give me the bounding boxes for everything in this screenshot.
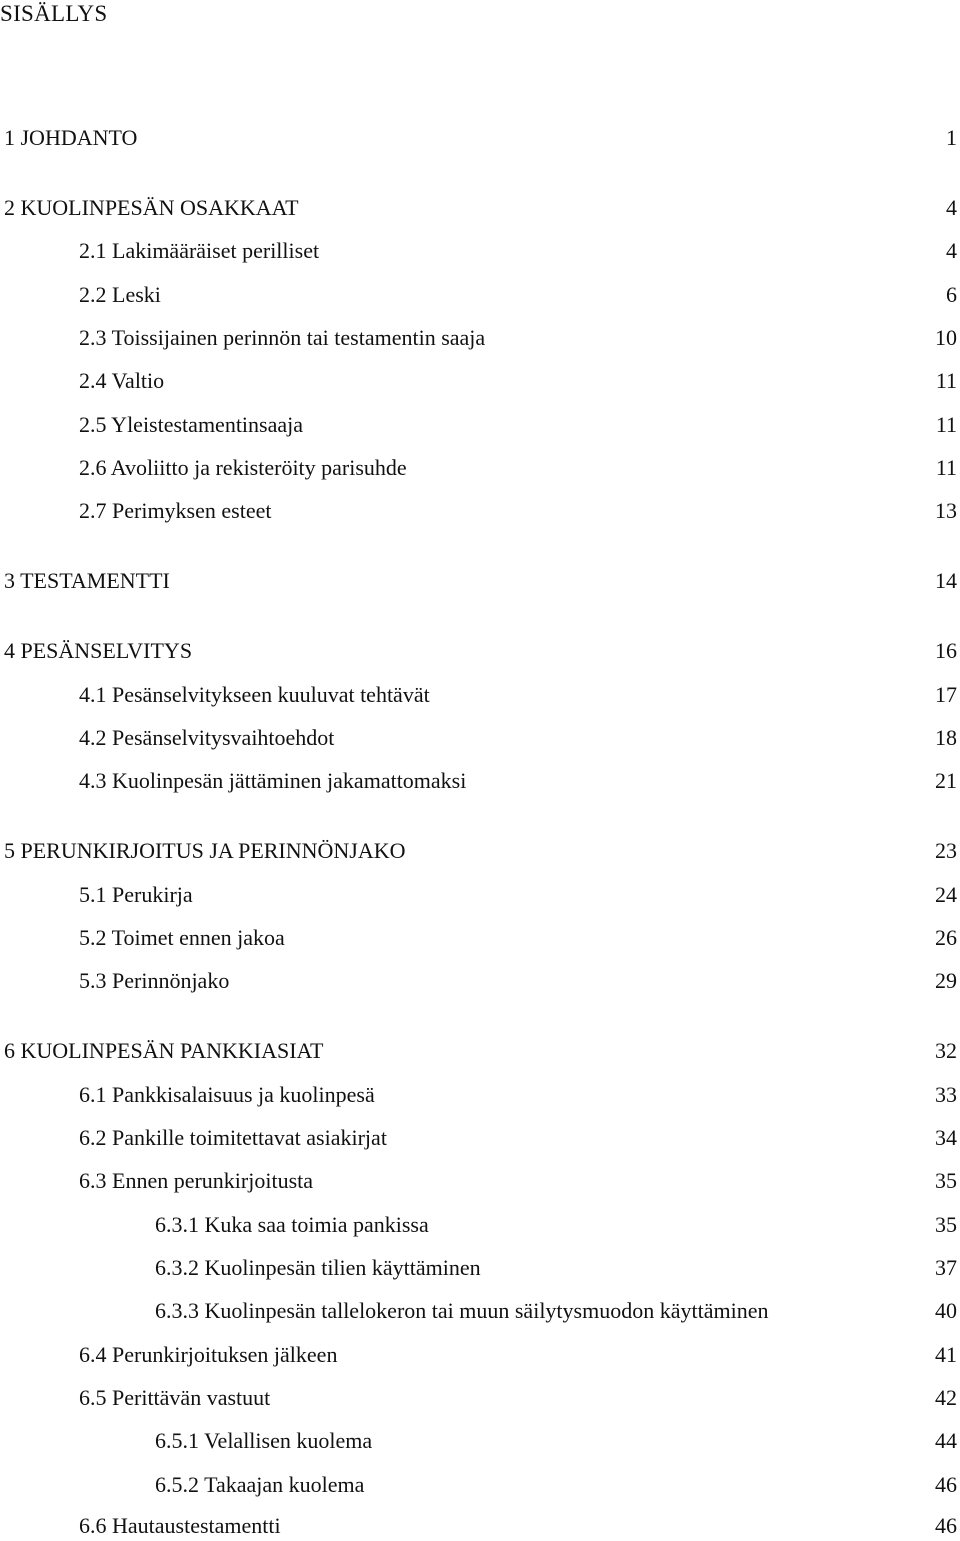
toc-entry[interactable] [0, 1426, 960, 1456]
toc-entry[interactable] [0, 453, 960, 483]
toc-entry-page: 32 [935, 1038, 957, 1063]
toc-entry-label: 4.1 Pesänselvitykseen kuuluvat tehtävät [79, 682, 430, 707]
toc-entry-label: 6.4 Perunkirjoituksen jälkeen [79, 1342, 338, 1367]
toc-entry-page: 46 [935, 1472, 957, 1497]
toc-entry[interactable] [0, 280, 960, 310]
toc-entry-label: 2.6 Avoliitto ja rekisteröity parisuhde [79, 455, 407, 480]
toc-entry-page: 4 [946, 195, 957, 220]
toc-entry-page: 10 [935, 325, 957, 350]
toc-entry-page: 1 [946, 125, 957, 150]
toc-entry-page: 46 [935, 1513, 957, 1538]
toc-entry-label: 2.1 Lakimääräiset perilliset [79, 238, 320, 263]
toc-entry-label: 2.2 Leski [79, 282, 161, 307]
toc-entry-label: 6.5.2 Takaajan kuolema [155, 1472, 365, 1497]
toc-entry-page: 41 [935, 1342, 957, 1367]
toc-entry-page: 24 [935, 882, 957, 907]
toc-entry[interactable] [0, 566, 960, 596]
toc-entry-page: 14 [935, 568, 957, 593]
toc-entry-page: 29 [935, 968, 957, 993]
toc-entry-page: 4 [946, 238, 957, 263]
toc-entry-label: 4 PESÄNSELVITYS [4, 638, 193, 663]
toc-entry-page: 35 [935, 1212, 957, 1237]
toc-entry[interactable] [0, 410, 960, 440]
toc-entry-page: 44 [935, 1428, 957, 1453]
toc-entry[interactable] [0, 366, 960, 396]
toc-entry[interactable] [0, 1123, 960, 1153]
toc-entry-page: 18 [935, 725, 957, 750]
toc-entry-page: 42 [935, 1385, 957, 1410]
toc-entry[interactable] [0, 766, 960, 796]
toc-entry-page: 34 [935, 1125, 957, 1150]
toc-entry-label: 6.5 Perittävän vastuut [79, 1385, 271, 1410]
toc-entry[interactable] [0, 1296, 960, 1326]
toc-entry[interactable] [0, 1210, 960, 1240]
toc-entry-label: 4.3 Kuolinpesän jättäminen jakamattomaksi [79, 768, 467, 793]
toc-entry-label: 6.5.1 Velallisen kuolema [155, 1428, 373, 1453]
toc-entry[interactable] [0, 836, 960, 866]
toc-entry-label: 4.2 Pesänselvitysvaihtoehdot [79, 725, 335, 750]
toc-entry-label: 6.1 Pankkisalaisuus ja kuolinpesä [79, 1082, 375, 1107]
toc-entry-label: 6.3 Ennen perunkirjoitusta [79, 1168, 314, 1193]
toc-entry-label: 1 JOHDANTO [4, 125, 138, 150]
toc-entry-page: 11 [935, 412, 957, 437]
toc-entry-page: 17 [935, 682, 957, 707]
toc-entry-page: 13 [935, 498, 957, 523]
toc-entry-label: 5 PERUNKIRJOITUS JA PERINNÖNJAKO [4, 838, 406, 863]
toc-entry-page: 21 [935, 768, 957, 793]
toc-entry[interactable] [0, 680, 960, 710]
toc-entry[interactable] [0, 880, 960, 910]
toc-entry[interactable] [0, 723, 960, 753]
toc-entry[interactable] [0, 323, 960, 353]
toc-entry-label: 6 KUOLINPESÄN PANKKIASIAT [4, 1038, 324, 1063]
page-title: SISÄLLYS [0, 1, 108, 26]
toc-entry-label: 2.5 Yleistestamentinsaaja [79, 412, 304, 437]
toc-entry-label: 2.4 Valtio [79, 368, 165, 393]
toc-entry[interactable] [0, 1036, 960, 1066]
toc-entry[interactable] [0, 1253, 960, 1283]
toc-entry-page: 16 [935, 638, 957, 663]
toc-entry-label: 6.3.2 Kuolinpesän tilien käyttäminen [155, 1255, 481, 1280]
toc-entry-page: 37 [935, 1255, 957, 1280]
toc-entry[interactable] [0, 923, 960, 953]
toc-entry-label: 5.3 Perinnönjako [79, 968, 230, 993]
toc-entry-label: 6.2 Pankille toimitettavat asiakirjat [79, 1125, 387, 1150]
toc-entry[interactable] [0, 123, 960, 153]
toc-entry[interactable] [0, 1166, 960, 1196]
toc-entry-page: 23 [935, 838, 957, 863]
toc-entry-page: 11 [935, 368, 957, 393]
toc-entry[interactable] [0, 1340, 960, 1370]
toc-entry-label: 6.3.1 Kuka saa toimia pankissa [155, 1212, 429, 1237]
toc-entry-page: 26 [935, 925, 957, 950]
toc-entry-page: 6 [946, 282, 957, 307]
toc-entry-label: 2.3 Toissijainen perinnön tai testamentin saaja [79, 325, 486, 350]
toc-entry[interactable] [0, 1383, 960, 1413]
toc-entry-page: 33 [935, 1082, 957, 1107]
toc-entry[interactable] [0, 966, 960, 996]
toc-entry[interactable] [0, 636, 960, 666]
toc-entry-label: 2 KUOLINPESÄN OSAKKAAT [4, 195, 299, 220]
toc-entry-label: 5.1 Perukirja [79, 882, 193, 907]
toc-entry-label: 3 TESTAMENTTI [4, 568, 170, 593]
toc-entry[interactable] [0, 1080, 960, 1110]
toc-entry-label: 2.7 Perimyksen esteet [79, 498, 272, 523]
toc-entry[interactable] [0, 236, 960, 266]
toc-entry-label: 6.3.3 Kuolinpesän tallelokeron tai muun säilytysmuodon käyttäminen [155, 1298, 769, 1323]
toc-entry[interactable] [0, 496, 960, 526]
toc-entry-page: 11 [935, 455, 957, 480]
toc-entry[interactable] [0, 1511, 960, 1541]
toc-entry[interactable] [0, 193, 960, 223]
toc-entry[interactable] [0, 1470, 960, 1500]
toc-entry-page: 40 [935, 1298, 957, 1323]
toc-entry-label: 6.6 Hautaustestamentti [79, 1513, 281, 1538]
toc-entry-label: 5.2 Toimet ennen jakoa [79, 925, 285, 950]
toc-entry-page: 35 [935, 1168, 957, 1193]
